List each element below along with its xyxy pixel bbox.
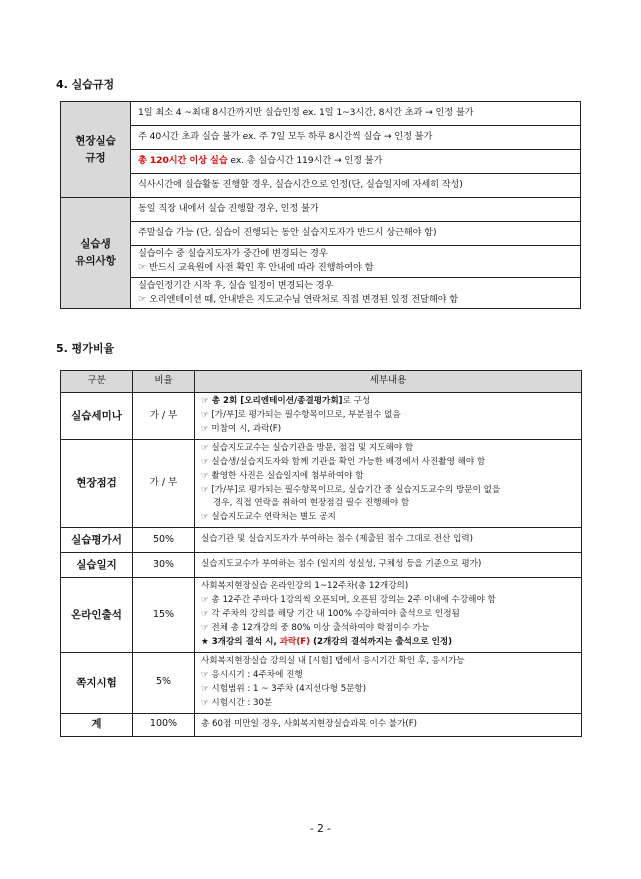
rule-cell: 주 40시간 초과 실습 불가 ex. 주 7일 모두 하루 8시간씩 실습 → 인정 불가 [131,126,581,150]
category-student-notes: 실습생 유의사항 [61,198,131,309]
row-name: 실습세미나 [61,393,133,440]
row-detail: 실습기관 및 실습지도자가 부여하는 점수 (제출된 점수 그대로 전산 입력) [195,528,582,553]
rule-cell: 1일 최소 4 ~최대 8시간까지만 실습인정 ex. 1일 1~3시간, 8시간 초과 → 인정 불가 [131,102,581,126]
row-ratio: 30% [133,553,195,578]
header-ratio: 비율 [133,371,195,393]
row-name: 계 [61,713,133,736]
row-name: 쪽지시험 [61,652,133,713]
table-row [61,439,582,528]
rule-cell: 총 120시간 이상 실습 ex. 총 실습시간 119시간 → 인정 불가 [131,150,581,174]
page-number: - 2 - [310,823,331,835]
rule-cell: 실습인정기간 시작 후, 실습 일정이 변경되는 경우 ☞ 오리엔테이션 때, 안내받은 지도교수님 연락처로 직접 변경된 일정 전달해야 함 [131,277,581,309]
row-name: 온라인출석 [61,578,133,653]
row-detail: ☞ 총 2회 [오리엔테이션/종결평가회]로 구성 ☞ [가/부]로 평가되는 필수항목이므로, 부분점수 없음 ☞ 미참여 시, 과락(F) [195,393,582,440]
row-detail: 총 60점 미만일 경우, 사회복지현장실습과목 이수 불가(F) [195,713,582,736]
evaluation-table [60,370,582,737]
table-row [61,150,581,174]
header-category: 구분 [61,371,133,393]
row-detail: 실습지도교수가 부여하는 점수 (일지의 성실성, 구체성 등을 기준으로 평가) [195,553,582,578]
row-name: 실습일지 [61,553,133,578]
row-ratio: 50% [133,528,195,553]
rule-cell: 실습이수 중 실습지도자가 중간에 변경되는 경우 ☞ 반드시 교육원에 사전 확인 후 안내에 따라 진행하여야 함 [131,246,581,278]
row-detail: 사회복지현장실습 온라인강의 1~12주차(총 12개강의) ☞ 총 12주간 주마다 1강의씩 오픈되며, 오픈된 강의는 2주 이내에 수강해야 함 ☞ 각 주차의 강의를 해당 기간 내 100% 수강하여야 출석으로 인정됨 ☞ 전체 총 12개강의 중 80% 이상 출석하여야 학점이수 가능 ★ 3개강의 결석 시, 과락(F) (2개강의 결석까지는 출석으로 인정) [195,578,582,653]
table-row [61,246,581,278]
table-row [61,553,582,578]
row-ratio: 5% [133,652,195,713]
table-row [61,222,581,246]
section-4-title: 4. 실습규정 [56,78,115,91]
highlight-text: 총 120시간 이상 실습 [138,155,228,167]
section-5-title: 5. 평가비율 [56,342,115,355]
practice-rules-table [60,101,581,309]
rule-cell: 주말실습 가능 (단, 실습이 진행되는 동안 실습지도자가 반드시 상근해야 함) [131,222,581,246]
fail-grade-text: 과락(F) [279,636,311,647]
table-header-row [61,371,582,393]
row-detail: ☞ 실습지도교수는 실습기관을 방문, 점검 및 지도해야 함 ☞ 실습생/실습지도자와 함께 기관을 확인 가능한 배경에서 사진촬영 해야 함 ☞ 촬영한 사진은 실습일지에 첨부하여야 함 ☞ [가/부]로 평가되는 필수항목이므로, 실습기간 중 실습지도교수의 방문이 없을 경우, 직접 연락을 취하여 현장점검 필수 진행해야 함 ☞ 실습지도교수 연락처는 별도 공지 [195,439,582,528]
row-detail: 사회복지현장실습 강의실 내 [시험] 탭에서 응시기간 확인 후, 응시가능 ☞ 응시시기 : 4주차에 진행 ☞ 시험범위 : 1 ~ 3주차 (4지선다형 5문항) ☞ 시험시간 : 30분 [195,652,582,713]
category-field-rules: 현장실습 규정 [61,102,131,198]
row-name: 실습평가서 [61,528,133,553]
row-ratio: 가 / 부 [133,439,195,528]
table-row [61,174,581,198]
row-ratio: 15% [133,578,195,653]
header-detail: 세부내용 [195,371,582,393]
table-row [61,393,582,440]
rule-cell: 식사시간에 실습활동 진행할 경우, 실습시간으로 인정(단, 실습일지에 자세히 작성) [131,174,581,198]
table-row [61,578,582,653]
table-row [61,126,581,150]
table-row [61,652,582,713]
table-row [61,277,581,309]
row-name: 현장점검 [61,439,133,528]
row-ratio: 100% [133,713,195,736]
rule-cell: 동일 직장 내에서 실습 진행할 경우, 인정 불가 [131,198,581,222]
table-row [61,198,581,222]
row-ratio: 가 / 부 [133,393,195,440]
table-row [61,528,582,553]
table-row [61,102,581,126]
table-row [61,713,582,736]
